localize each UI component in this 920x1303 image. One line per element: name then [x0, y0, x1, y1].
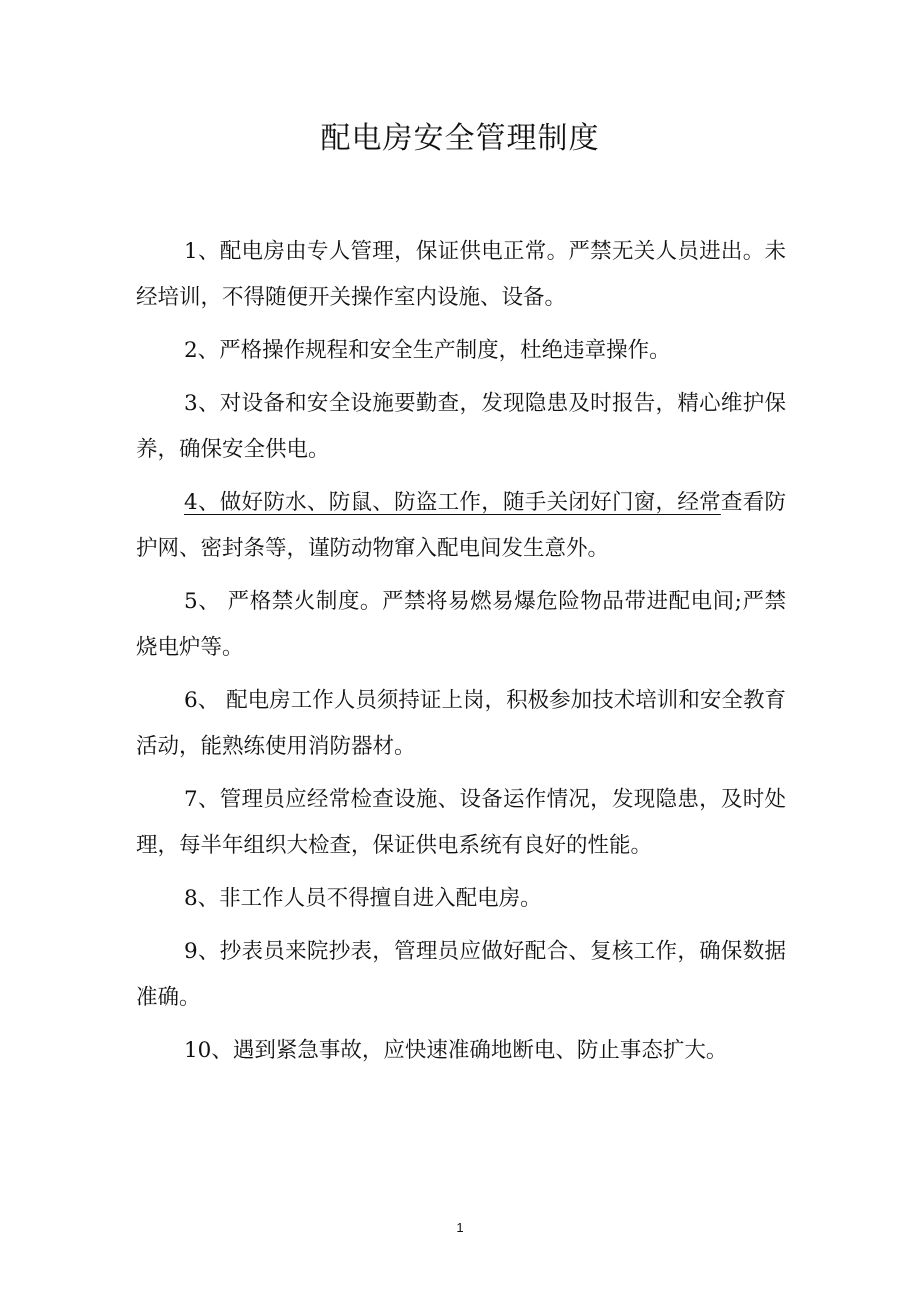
paragraph-2: 2、严格操作规程和安全生产制度，杜绝违章操作。: [184, 338, 671, 363]
paragraph-9: 9、抄表员来院抄表，管理员应做好配合、复核工作，确保数据准确。: [136, 939, 786, 1010]
paragraph-5: 5、 严格禁火制度。严禁将易燃易爆危险物品带进配电间;严禁烧电炉等。: [136, 589, 786, 660]
document-body: [136, 229, 786, 1081]
document-title: 配电房安全管理制度: [320, 121, 600, 156]
paragraph-1: 1、配电房由专人管理，保证供电正常。严禁无关人员进出。未经培训，不得随便开关操作室内设施、设备。: [136, 239, 786, 310]
paragraph-6: 6、 配电房工作人员须持证上岗，积极参加技术培训和安全教育活动，能熟练使用消防器材。: [136, 688, 786, 759]
paragraph-4: [136, 480, 786, 572]
paragraph-7: 7、管理员应经常检查设施、设备运作情况，发现隐患，及时处理，每半年组织大检查，保证供电系统有良好的性能。: [136, 787, 786, 858]
paragraph-4-underlined-text: 4、做好防水、防鼠、防盗工作，随手关闭好门窗，经常: [184, 490, 721, 515]
page-number: 1: [456, 1220, 464, 1235]
paragraph-4-text: 查看防护网、密封条等，谨防动物窜入配电间发生意外。: [136, 490, 786, 561]
paragraph-10: 10、遇到紧急事故，应快速准确地断电、防止事态扩大。: [184, 1038, 728, 1063]
paragraph-3: 3、对设备和安全设施要勤查，发现隐患及时报告，精心维护保养，确保安全供电。: [136, 391, 786, 462]
paragraph-8: 8、非工作人员不得擅自进入配电房。: [184, 886, 542, 911]
